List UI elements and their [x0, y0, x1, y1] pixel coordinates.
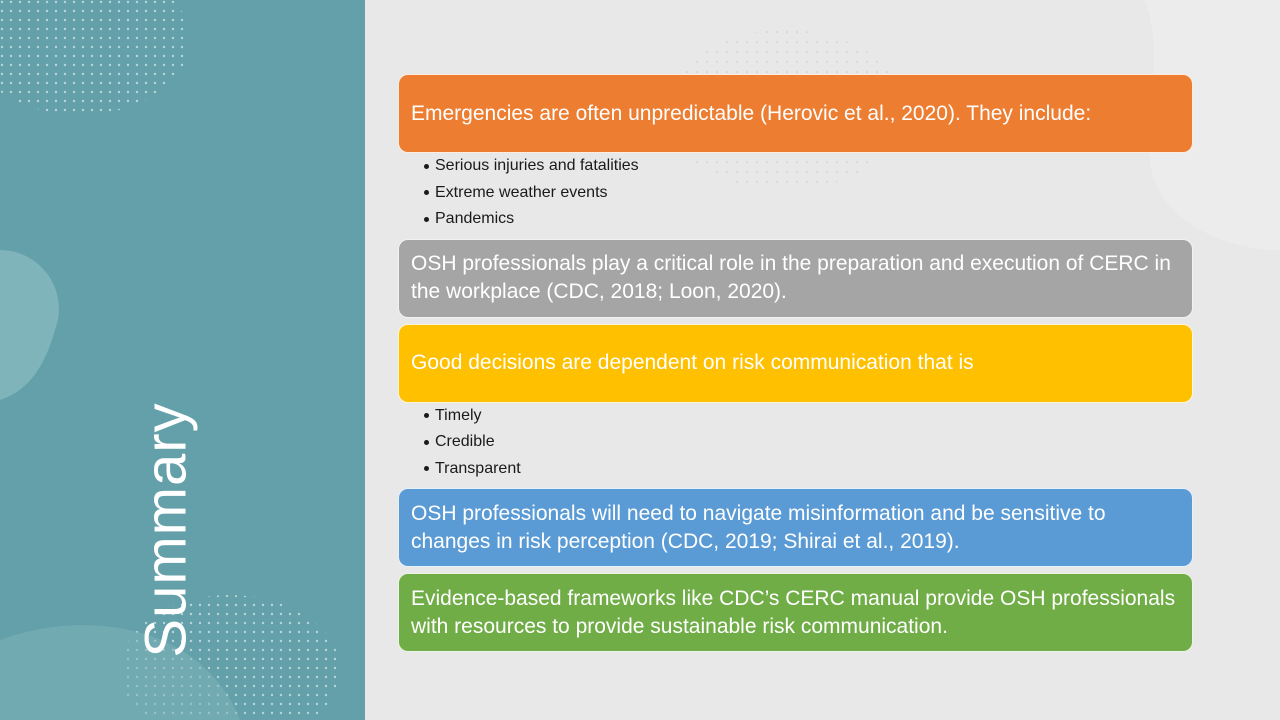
text-box-frameworks	[398, 573, 1193, 652]
list-item: Pandemics	[424, 206, 1193, 233]
bullet-dot-icon	[424, 190, 429, 195]
box-text: Good decisions are dependent on risk communication that is	[411, 351, 974, 374]
list-item: Extreme weather events	[424, 180, 1193, 207]
list-item: Transparent	[424, 456, 1193, 483]
text-box-good-decisions	[398, 324, 1193, 403]
bullet-dot-icon	[424, 466, 429, 471]
list-item: Timely	[424, 403, 1193, 430]
content-area	[398, 74, 1193, 652]
box-text: OSH professionals play a critical role in the preparation and execution of CERC in the workplace (CDC, 2018; Loon, 2020).	[411, 252, 1171, 303]
slide-title: Summary	[133, 402, 199, 658]
bullet-list-risk-communication	[398, 403, 1193, 483]
box-text: Evidence-based frameworks like CDC’s CERC manual provide OSH professionals with resources to provide sustainable risk communication.	[411, 586, 1176, 638]
text-box-misinformation	[398, 488, 1193, 567]
left-title-panel	[0, 0, 365, 720]
list-item: Credible	[424, 429, 1193, 456]
bullet-dot-icon	[424, 413, 429, 418]
text-box-osh-role	[398, 239, 1193, 318]
box-text: OSH professionals will need to navigate misinformation and be sensitive to changes in risk perception (CDC, 2019; Shirai et al., 2019).	[411, 501, 1106, 553]
bullet-dot-icon	[424, 164, 429, 169]
list-item: Serious injuries and fatalities	[424, 153, 1193, 180]
box-text: Emergencies are often unpredictable (Herovic et al., 2020). They include:	[411, 101, 1092, 125]
bullet-dot-icon	[424, 217, 429, 222]
bullet-dot-icon	[424, 440, 429, 445]
text-box-emergencies	[398, 74, 1193, 153]
bullet-list-emergencies	[398, 153, 1193, 233]
